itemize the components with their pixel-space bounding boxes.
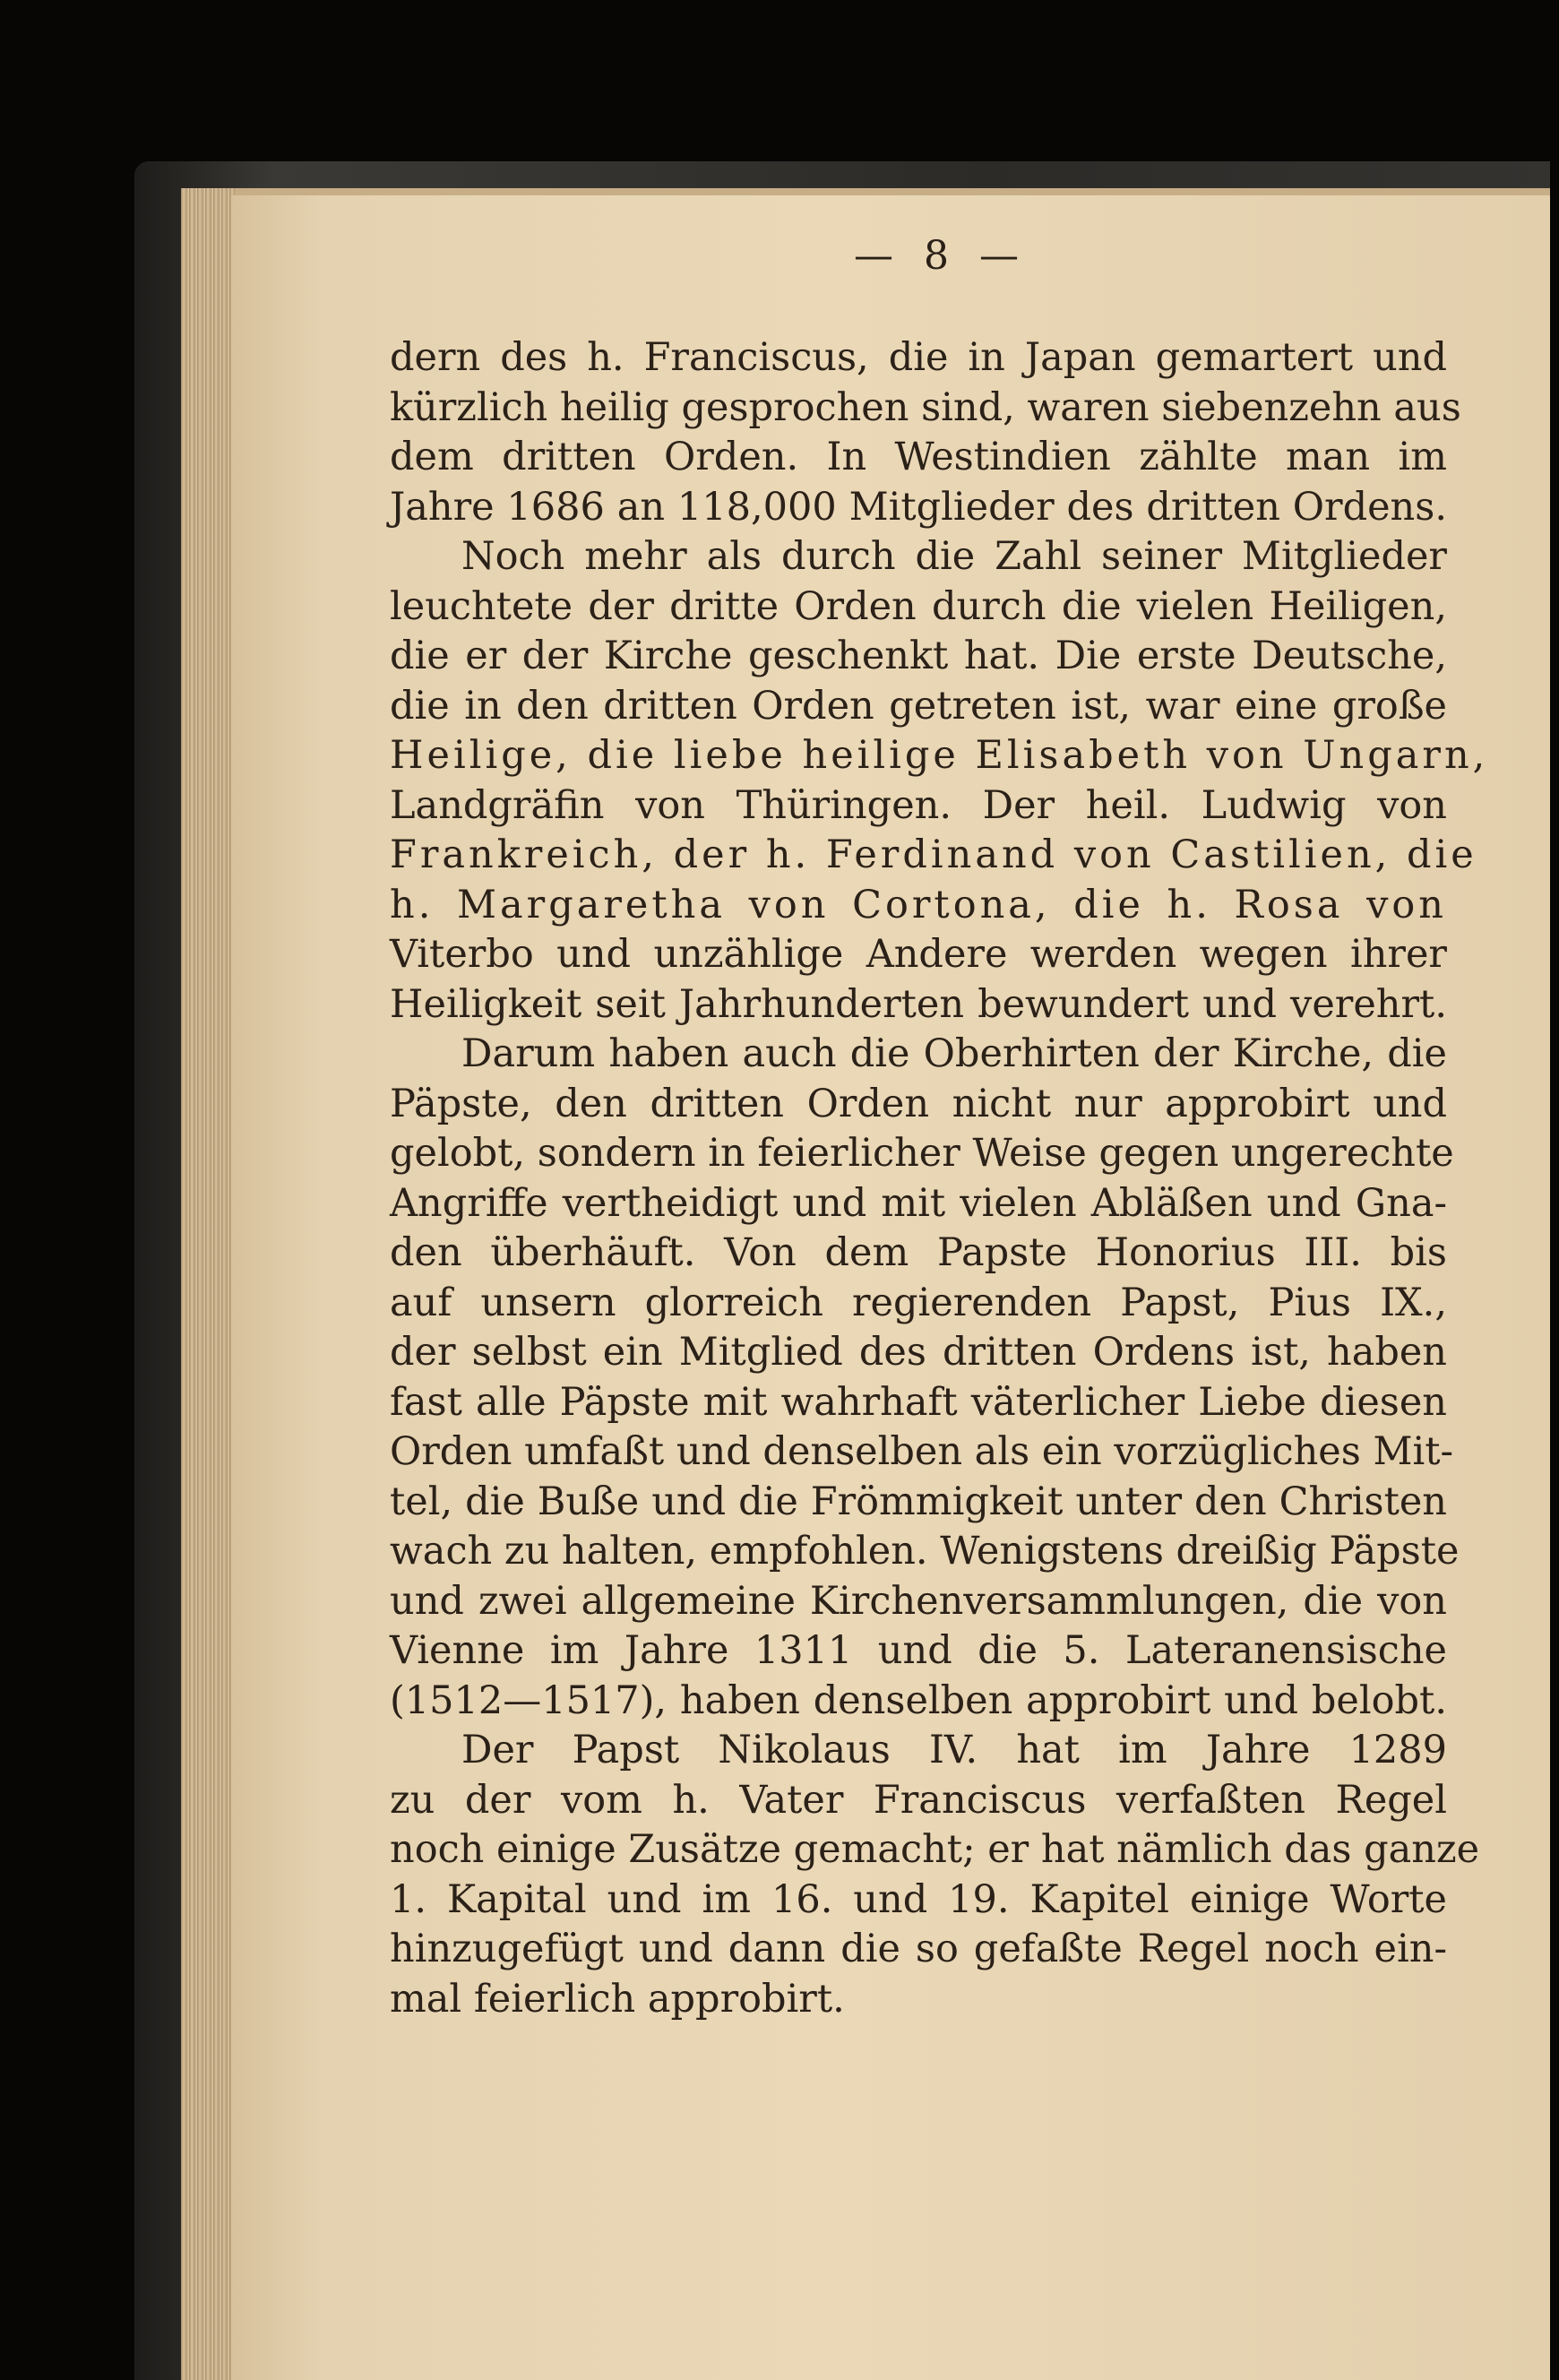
page-text [390, 333, 1489, 2024]
text-line-10: Landgräfin von Thüringen. Der heil. Ludwig von [390, 782, 1447, 828]
text-line-33: hinzugefügt und dann die so gefaßte Regel noch ein- [390, 1927, 1447, 1971]
text-line-5: Noch mehr als durch die Zahl seiner Mitglieder [461, 534, 1447, 579]
text-line-20: auf unsern glorreich regierenden Papst, Pius IX., [390, 1280, 1447, 1325]
text-line-6: leuchtete der dritte Orden durch die vielen Heiligen, [390, 583, 1447, 629]
text-line-27: Vienne im Jahre 1311 und die 5. Lateranensische [390, 1628, 1447, 1673]
text-line-17: gelobt, sondern in feierlicher Weise gegen ungerechte [390, 1131, 1454, 1176]
text-line-2: kürzlich heilig gesprochen sind, waren siebenzehn aus [390, 384, 1461, 430]
text-line-28: (1512—1517), haben denselben approbirt und belobt. [390, 1677, 1447, 1723]
text-line-29: Der Papst Nikolaus IV. hat im Jahre 1289 [461, 1728, 1447, 1772]
text-line-15: Darum haben auch die Oberhirten der Kirche, die [461, 1031, 1447, 1076]
text-line-31: noch einige Zusätze gemacht; er hat nämlich das ganze [390, 1827, 1480, 1872]
text-line-14: Heiligkeit seit Jahrhunderten bewundert und verehrt. [390, 981, 1447, 1027]
text-line-34: mal feierlich approbirt. [390, 1976, 845, 2022]
text-line-1: dern des h. Franciscus, die in Japan gemartert und [390, 335, 1447, 380]
text-line-13: Viterbo und unzählige Andere werden wegen ihrer [390, 932, 1447, 977]
text-line-7: die er der Kirche geschenkt hat. Die erste Deutsche, [390, 634, 1447, 678]
text-line-25: wach zu halten, empfohlen. Wenigstens dreißig Päpste [390, 1529, 1460, 1574]
page-number: — 8 — [854, 233, 1028, 279]
text-line-30: zu der vom h. Vater Franciscus verfaßten Regel [390, 1777, 1447, 1823]
text-line-23: Orden umfaßt und denselben als ein vorzügliches Mit- [390, 1429, 1454, 1474]
text-line-26: und zwei allgemeine Kirchenversammlungen, die von [390, 1578, 1447, 1624]
text-line-22: fast alle Päpste mit wahrhaft väterlicher Liebe diesen [390, 1379, 1447, 1425]
text-line-18: Angriffe vertheidigt und mit vielen Abläßen und Gna- [390, 1180, 1447, 1226]
text-line-8: die in den dritten Orden getreten ist, war eine große [390, 683, 1447, 729]
text-line-16: Päpste, den dritten Orden nicht nur approbirt und [390, 1081, 1447, 1126]
text-line-19: den überhäuft. Von dem Papste Honorius III. bis [390, 1230, 1447, 1275]
text-line-24: tel, die Buße und die Frömmigkeit unter den Christen [390, 1479, 1447, 1524]
text-line-3: dem dritten Orden. In Westindien zählte man im [390, 435, 1447, 479]
text-line-11: Frankreich, der h. Ferdinand von Castilien, die [390, 832, 1477, 877]
text-line-4: Jahre 1686 an 118,000 Mitglieder des dritten Ordens. [390, 484, 1447, 530]
text-line-32: 1. Kapital und im 16. und 19. Kapitel einige Worte [390, 1876, 1447, 1922]
text-line-12: h. Margaretha von Cortona, die h. Rosa von [390, 882, 1447, 927]
text-line-21: der selbst ein Mitglied des dritten Ordens ist, haben [390, 1330, 1447, 1375]
text-line-9: Heilige, die liebe heilige Elisabeth von Ungarn, [390, 733, 1489, 778]
